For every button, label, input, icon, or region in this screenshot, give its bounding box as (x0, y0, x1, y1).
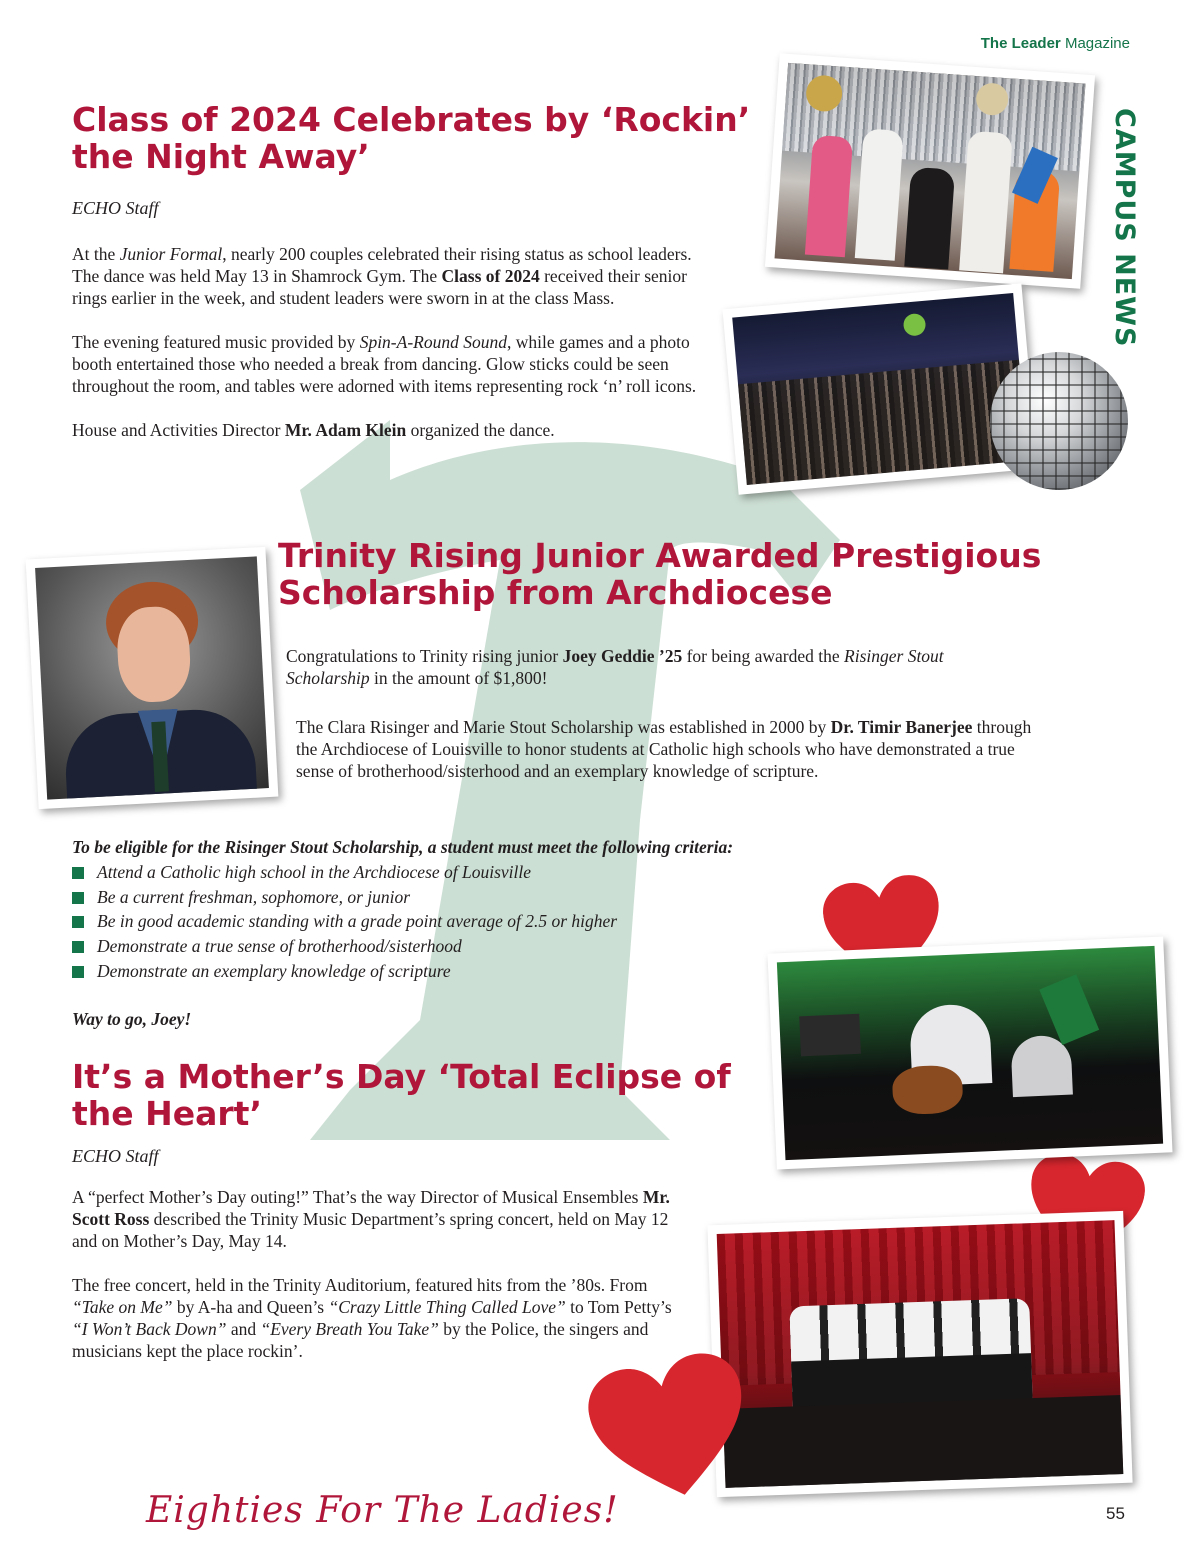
bullet-square-icon (72, 867, 84, 879)
article1-headline-line1: Class of 2024 Celebrates by ‘Rockin’ (72, 100, 751, 139)
article1-paragraph: At the Junior Formal, nearly 200 couples celebrated their rising status as school leaders. The dance was held May 13 in Shamrock Gym. The Class of 2024 received their senior rings earlier in the week, and student leaders were sworn in at the class Mass. (72, 244, 692, 308)
list-item: Attend a Catholic high school in the Archdiocese of Louisville (72, 860, 852, 885)
article2-headline (278, 538, 1078, 612)
article1-headline (72, 102, 772, 176)
article3-byline: ECHO Staff (72, 1146, 159, 1166)
script-caption: Eighties For The Ladies! (146, 1490, 619, 1531)
criteria-section (72, 836, 852, 1030)
article3-paragraph: A “perfect Mother’s Day outing!” That’s the way Director of Musical Ensembles Mr. Scott Ross described the Trinity Music Department’s spring concert, held on May 12 and on Mother’s Day, May 14. (72, 1187, 670, 1251)
list-item: Demonstrate a true sense of brotherhood/sisterhood (72, 934, 852, 959)
article3-body (72, 1186, 782, 1384)
article1-headline-line2: the Night Away’ (72, 136, 370, 176)
student-portrait-photo (26, 547, 279, 809)
article2-scholarship-info (296, 716, 1056, 804)
article1-paragraph: House and Activities Director Mr. Adam Klein organized the dance. (72, 420, 555, 440)
section-label (1100, 108, 1140, 348)
list-item: Demonstrate an exemplary knowledge of scripture (72, 959, 852, 984)
magazine-name-bold: The Leader (980, 35, 1061, 52)
article2-headline-line2: Scholarship from Archdiocese (278, 572, 833, 612)
article2-paragraph: The Clara Risinger and Marie Stout Scholarship was established in 2000 by Dr. Timir Banerjee through the Archdiocese of Louisville to honor students at Catholic high schools who have demonstrated a true sense of brotherhood/sisterhood and an exemplary knowledge of scripture. (296, 717, 1032, 781)
article1-paragraph: The evening featured music provided by Spin-A-Round Sound, while games and a photo booth entertained those who needed a break from dancing. Glow sticks could be seen throughout the room, and tables were adorned with items representing rock ‘n’ roll icons. (72, 332, 697, 396)
photo-booth-photo (765, 53, 1095, 289)
article3-headline-line2: the Heart’ (72, 1093, 262, 1133)
article2-headline-line1: Trinity Rising Junior Awarded Prestigious (278, 536, 1042, 575)
article2-intro (286, 645, 1006, 711)
article1-byline: ECHO Staff (72, 198, 159, 218)
page-number: 55 (1106, 1504, 1125, 1523)
magazine-name (981, 35, 1130, 52)
closing-line: Way to go, Joey! (72, 1008, 192, 1029)
concert-band-photo (767, 936, 1172, 1169)
bullet-square-icon (72, 941, 84, 953)
bullet-square-icon (72, 916, 84, 928)
article2-paragraph: Congratulations to Trinity rising junior Joey Geddie ’25 for being awarded the Risinger Stout Scholarship in the amount of $1,800! (286, 646, 944, 688)
choir-stage-photo (707, 1211, 1132, 1497)
list-item: Be a current freshman, sophomore, or junior (72, 885, 852, 910)
criteria-heading: To be eligible for the Risinger Stout Scholarship, a student must meet the following criteria: (72, 837, 734, 857)
magazine-name-rest: Magazine (1064, 35, 1130, 52)
bullet-square-icon (72, 892, 84, 904)
article3-headline (72, 1059, 772, 1133)
section-label-text: CAMPUS NEWS (1109, 108, 1140, 348)
disco-ball-graphic (990, 352, 1128, 490)
article3-paragraph: The free concert, held in the Trinity Auditorium, featured hits from the ’80s. From “Take on Me” by A-ha and Queen’s “Crazy Little Thing Called Love” to Tom Petty’s “I Won’t Back Down” and “Every Breath You Take” by the Police, the singers and musicians kept the place rockin’. (72, 1275, 672, 1361)
criteria-list (72, 860, 852, 984)
bullet-square-icon (72, 966, 84, 978)
article1-body (72, 243, 702, 463)
article3-headline-line1: It’s a Mother’s Day ‘Total Eclipse of (72, 1057, 731, 1096)
list-item: Be in good academic standing with a grade point average of 2.5 or higher (72, 909, 852, 934)
